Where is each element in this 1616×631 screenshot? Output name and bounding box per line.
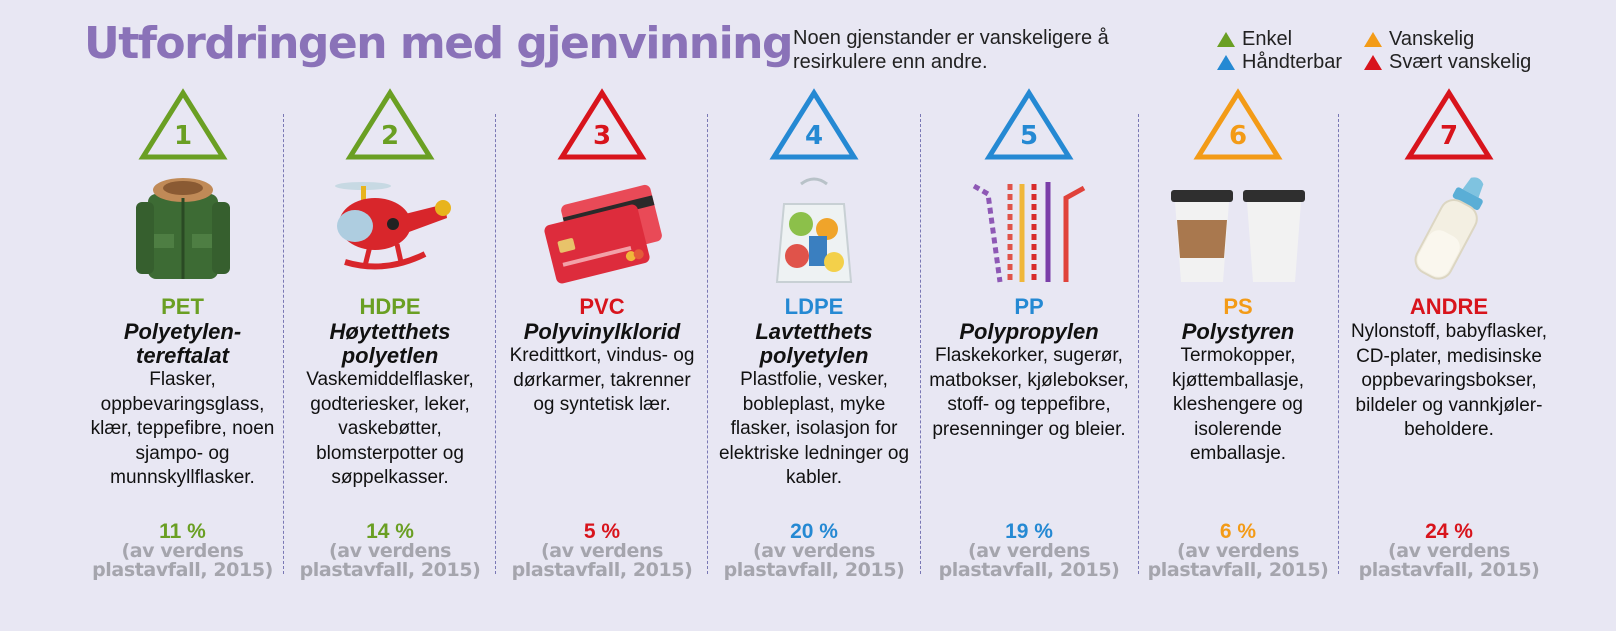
plastic-percent: 14 %: [366, 520, 414, 543]
legend-label: Håndterbar: [1242, 51, 1343, 73]
recycling-triangle-icon: [345, 88, 435, 162]
plastic-column-ps: [1144, 84, 1332, 604]
credit-cards-icon: [527, 174, 677, 289]
plastic-percent-note: (av verdens plastavfall, 2015): [92, 540, 273, 581]
plastic-percent-note: (av verdens plastavfall, 2015): [1358, 540, 1540, 581]
coffee-cups-icon: [1163, 174, 1313, 289]
column-divider: [495, 114, 496, 574]
plastic-column-pp: [926, 84, 1132, 604]
plastic-column-pvc: [502, 84, 702, 604]
triangle-icon: [1216, 31, 1236, 48]
recycling-triangle-icon: [138, 88, 228, 162]
recycling-triangle-icon: [984, 88, 1074, 162]
legend-item-vanskelig: [1363, 28, 1474, 51]
plastic-description: Nylonstoff, babyflasker, CD-plater, medisinske oppbevaringsbokser, bildeler og vannkjøler-beholdere.: [1350, 321, 1548, 440]
plastic-percent: 5 %: [583, 520, 621, 543]
svg-text:7: 7: [1439, 121, 1459, 151]
plastic-percent-note: (av verdens plastavfall, 2015): [511, 540, 693, 581]
plastic-abbr: ANDRE: [1409, 294, 1489, 319]
plastic-column-ldpe: [713, 84, 915, 604]
svg-text:6: 6: [1228, 121, 1248, 151]
plastic-full-name: Polyetylen- tereftalat: [123, 319, 242, 368]
plastic-percent-note: (av verdens plastavfall, 2015): [1147, 540, 1329, 581]
legend-label: Vanskelig: [1389, 28, 1475, 50]
plastic-percent: 11 %: [159, 520, 206, 543]
difficulty-legend: [1216, 28, 1606, 78]
plastic-abbr: PS: [1223, 294, 1253, 319]
plastic-full-name: Polypropylen: [959, 319, 1099, 344]
legend-label: Svært vanskelig: [1389, 51, 1532, 73]
plastic-column-pet: [85, 84, 280, 604]
svg-text:5: 5: [1019, 121, 1039, 151]
svg-text:4: 4: [804, 121, 824, 151]
plastic-description: Flaskekorker, sugerør, matbokser, kjølebokser, stoff- og teppefibre, presenninger og bleier.: [929, 345, 1129, 440]
legend-item-enkel: [1216, 28, 1292, 51]
recycling-triangle-icon: [769, 88, 859, 162]
plastic-abbr: PP: [1014, 294, 1044, 319]
plastic-percent: 6 %: [1219, 520, 1257, 543]
svg-text:3: 3: [592, 121, 612, 151]
plastic-full-name: Høytetthets polyetlen: [329, 319, 451, 368]
grocery-bag-icon: [739, 174, 889, 289]
plastic-description: Kredittkort, vindus- og dørkarmer, takrenner og syntetisk lær.: [509, 345, 695, 415]
column-divider: [707, 114, 708, 574]
jacket-icon: [108, 174, 258, 289]
plastic-abbr: PET: [161, 294, 204, 319]
column-divider: [1138, 114, 1139, 574]
plastic-percent-note: (av verdens plastavfall, 2015): [299, 540, 481, 581]
svg-text:2: 2: [380, 121, 400, 151]
legend-item-svaert-vanskelig: [1363, 51, 1531, 74]
recycling-triangle-icon: [557, 88, 647, 162]
plastic-abbr: HDPE: [359, 294, 421, 319]
column-divider: [920, 114, 921, 574]
plastic-column-andre: [1344, 84, 1554, 604]
plastic-description: Termokopper, kjøttemballasje, kleshengere og isolerende emballasje.: [1172, 345, 1304, 464]
recycling-triangle-icon: [1193, 88, 1283, 162]
plastic-percent: 20 %: [790, 520, 838, 543]
plastic-description: Flasker, oppbevaringsglass, klær, teppefibre, noen sjampo- og munnskyllflasker.: [90, 369, 275, 488]
recycling-triangle-icon: [1404, 88, 1494, 162]
plastic-abbr: PVC: [579, 294, 625, 319]
page-title: Utfordringen med gjenvinning: [84, 18, 792, 69]
plastic-full-name: Polystyren: [1181, 319, 1295, 344]
column-divider: [1338, 114, 1339, 574]
plastic-percent-note: (av verdens plastavfall, 2015): [938, 540, 1120, 581]
toy-helicopter-icon: [315, 174, 465, 289]
legend-label: Enkel: [1242, 28, 1293, 50]
plastic-types: [0, 84, 1616, 604]
plastic-percent: 19 %: [1005, 520, 1053, 543]
straws-icon: [954, 174, 1104, 289]
legend-item-handterbar: [1216, 51, 1342, 74]
plastic-description: Vaskemiddelflasker, godteriesker, leker, vaskebøtter, blomsterpotter og søppelkasser.: [306, 369, 474, 488]
triangle-icon: [1363, 54, 1383, 71]
plastic-percent: 24 %: [1425, 520, 1473, 543]
plastic-full-name: Lavtetthets polyetylen: [755, 319, 873, 368]
plastic-description: Plastfolie, vesker, bobleplast, myke flasker, isolasjon for elektriske ledninger og kabler.: [718, 369, 910, 488]
subtitle: Noen gjenstander er vanskeligere å resirkulere enn andre.: [793, 27, 1109, 73]
svg-text:1: 1: [173, 121, 192, 151]
column-divider: [283, 114, 284, 574]
plastic-percent-note: (av verdens plastavfall, 2015): [723, 540, 905, 581]
triangle-icon: [1216, 54, 1236, 71]
triangle-icon: [1363, 31, 1383, 48]
plastic-column-hdpe: [290, 84, 490, 604]
baby-bottle-icon: [1374, 174, 1524, 289]
plastic-full-name: Polyvinylklorid: [523, 319, 681, 344]
plastic-abbr: LDPE: [784, 294, 844, 319]
